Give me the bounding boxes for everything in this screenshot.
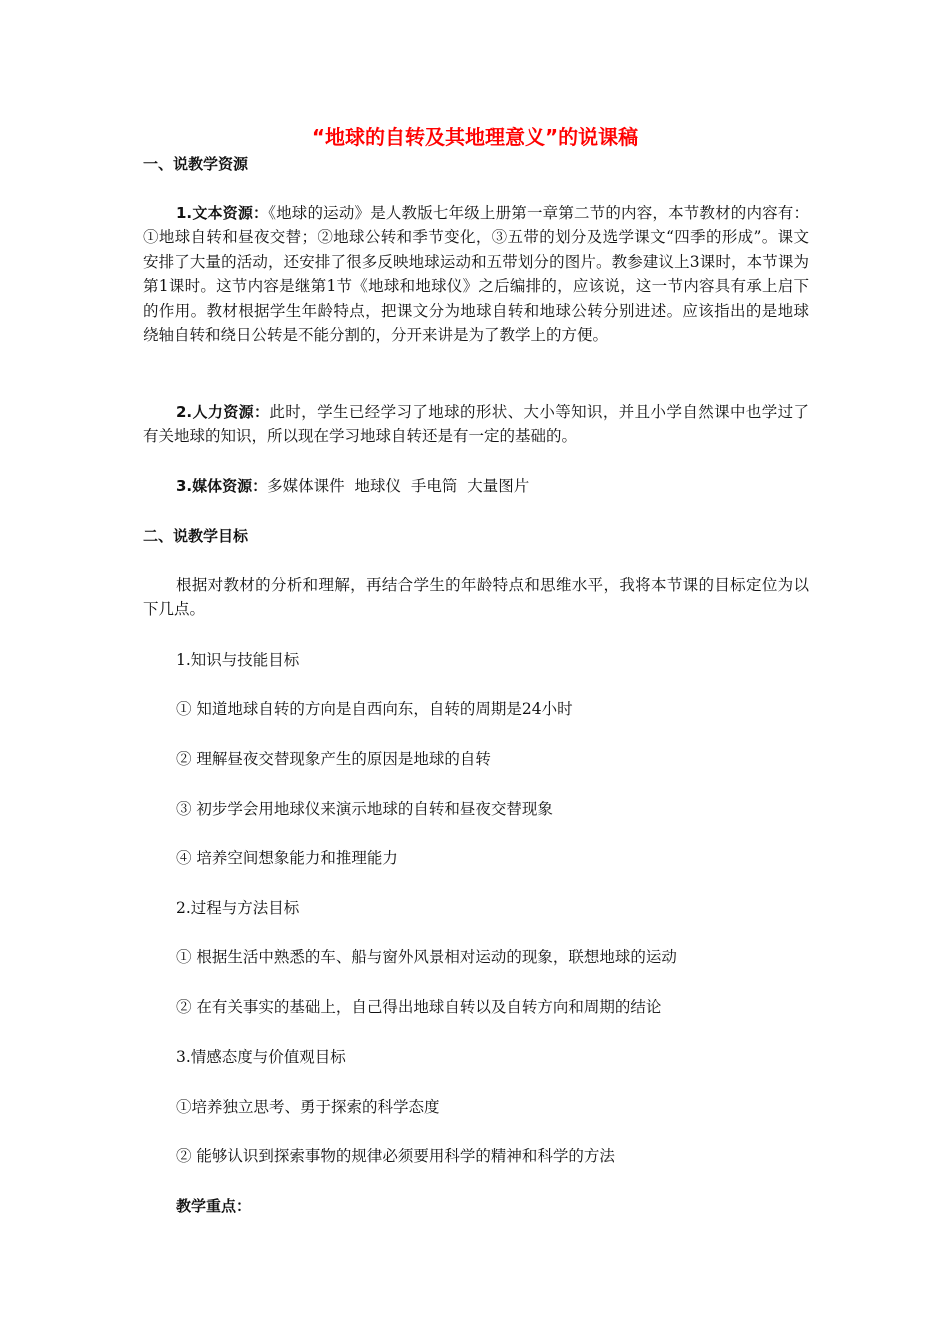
human-resource-paragraph xyxy=(143,400,809,449)
goal-2-item: ② 在有关事实的基础上，自己得出地球自转以及自转方向和周期的结论 xyxy=(176,998,662,1016)
goal-2-heading: 2.过程与方法目标 xyxy=(176,899,300,917)
goals-intro: 根据对教材的分析和理解，再结合学生的年龄特点和思维水平，我将本节课的目标定位为以下几点。 xyxy=(143,576,809,619)
section-1-heading: 一、说教学资源 xyxy=(143,155,249,173)
human-resource-body: 此时，学生已经学习了地球的形状、大小等知识，并且小学自然课中也学过了有关地球的知识，所以现在学习地球自转还是有一定的基础的。 xyxy=(143,403,809,446)
text-resource-paragraph xyxy=(143,201,809,347)
goal-1-item: ① 知道地球自转的方向是自西向东，自转的周期是24小时 xyxy=(176,700,573,718)
human-resource-label: 2.人力资源： xyxy=(176,403,270,421)
goal-3-item: ② 能够认识到探索事物的规律必须要用科学的精神和科学的方法 xyxy=(176,1147,615,1165)
key-point-label: 教学重点： xyxy=(176,1197,252,1215)
text-resource-body: 《地球的运动》是人教版七年级上册第一章第二节的内容，本节教材的内容有：①地球自转和昼夜交替；②地球公转和季节变化，③五带的划分及选学课文“四季的形成”。课文安排了大量的活动，还安排了很多反映地球运动和五带划分的图片。教参建议上3课时，本节课为第1课时。这节内容是继第1节《地球和地球仪》之后编排的，应该说，这一节内容具有承上启下的作用。教材根据学生年龄特点，把课文分为地球自转和地球公转分别进述。应该指出的是地球绕轴自转和绕日公转是不能分割的，分开来讲是为了教学上的方便。 xyxy=(143,204,809,345)
media-resource-label: 3.媒体资源： xyxy=(176,477,268,495)
goal-3-heading: 3.情感态度与价值观目标 xyxy=(176,1048,346,1066)
goal-1-item: ② 理解昼夜交替现象产生的原因是地球的自转 xyxy=(176,750,491,768)
text-resource-label: 1.文本资源： xyxy=(176,204,269,222)
goal-2-item: ① 根据生活中熟悉的车、船与窗外风景相对运动的现象，联想地球的运动 xyxy=(176,948,677,966)
section-2-heading: 二、说教学目标 xyxy=(143,527,249,545)
document-title: “地球的自转及其地理意义”的说课稿 xyxy=(311,125,639,149)
media-resource-body: 多媒体课件 地球仪 手电筒 大量图片 xyxy=(267,477,530,495)
goal-1-item: ④ 培养空间想象能力和推理能力 xyxy=(176,849,398,867)
goal-3-item: ①培养独立思考、勇于探索的科学态度 xyxy=(176,1098,440,1116)
goal-1-item: ③ 初步学会用地球仪来演示地球的自转和昼夜交替现象 xyxy=(176,800,553,818)
goal-1-heading: 1.知识与技能目标 xyxy=(176,651,300,669)
media-resource-paragraph xyxy=(176,474,529,498)
